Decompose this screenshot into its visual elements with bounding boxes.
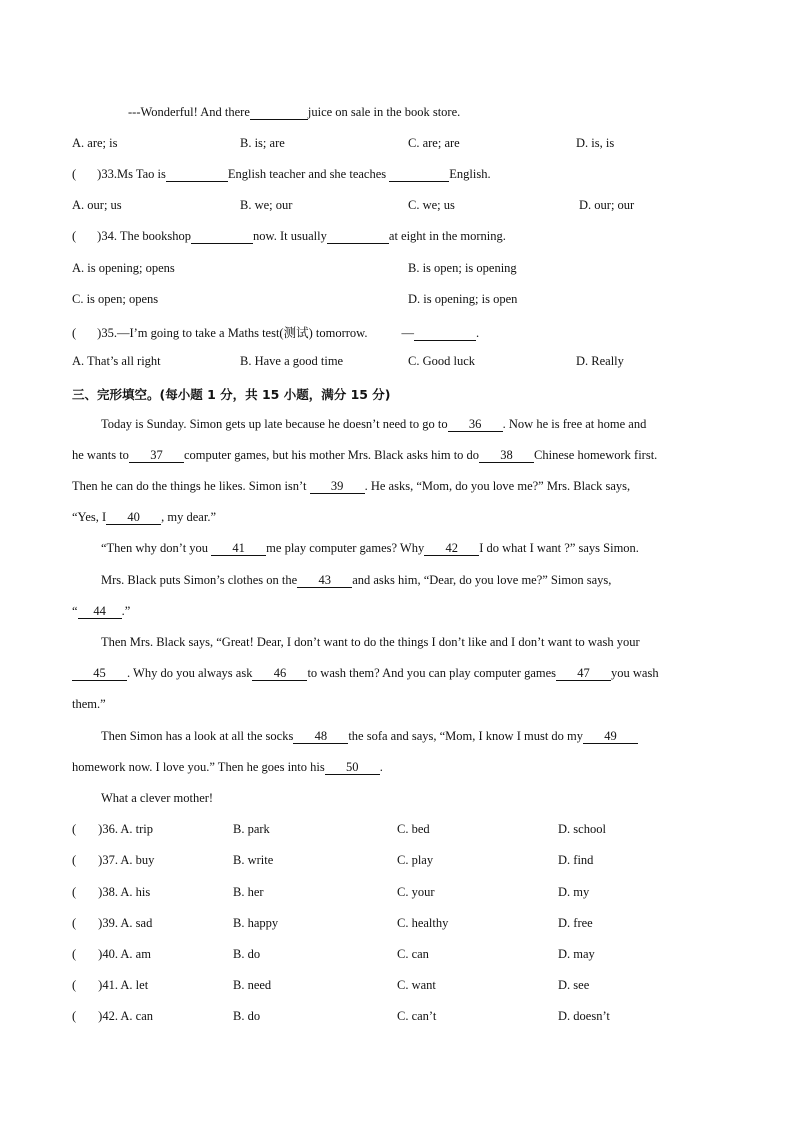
q32-line: [128, 105, 460, 120]
q34-option-d: D. is opening; is open: [408, 292, 518, 306]
q34-paren-open: (: [72, 229, 77, 243]
option-40-a[interactable]: )40. A. am: [98, 947, 151, 961]
q33-option-d: D. our; our: [579, 198, 635, 212]
passage-text: I do what I want ?” says Simon.: [479, 541, 639, 555]
option-36-c[interactable]: C. bed: [397, 822, 430, 836]
q32-option-c: C. are; are: [408, 136, 460, 150]
option-39-a[interactable]: )39. A. sad: [98, 916, 153, 930]
option-37-c[interactable]: C. play: [397, 853, 434, 867]
passage-text: computer games, but his mother Mrs. Black asks him to do: [183, 448, 480, 462]
q35-paren-open: (: [72, 326, 77, 340]
option-42-c[interactable]: C. can’t: [397, 1009, 437, 1023]
q34-text-post: at eight in the morning.: [388, 229, 506, 243]
q33-text-post: English.: [449, 167, 491, 181]
blank-48[interactable]: 48: [293, 730, 348, 744]
q34-option-a: A. is opening; opens: [72, 261, 175, 275]
q35-blank[interactable]: [414, 327, 476, 341]
q34-line: [72, 229, 506, 244]
q35-option-a: A. That’s all right: [72, 354, 161, 368]
passage-line-12: [72, 760, 383, 775]
option-42-a[interactable]: )42. A. can: [98, 1009, 154, 1023]
passage-line-8: [101, 635, 640, 650]
q35-line: ( )35.—I’m going to take a Maths test(测试) tomorrow. — .: [72, 326, 480, 340]
passage-text: .”: [121, 604, 131, 618]
blank-44[interactable]: 44: [78, 605, 122, 619]
passage-text: “Then why don’t you: [101, 541, 209, 555]
q35-text: )35.—I’m going to take a Maths test(测试) tomorrow.: [97, 326, 368, 340]
paren-open: (: [72, 978, 77, 992]
q32-blank[interactable]: [250, 106, 308, 120]
option-39-c[interactable]: C. healthy: [397, 916, 449, 930]
blank-41[interactable]: 41: [211, 542, 266, 556]
q32-option-a: A. are; is: [72, 136, 118, 150]
blank-45[interactable]: 45: [72, 667, 127, 681]
q34-option-c: C. is open; opens: [72, 292, 159, 306]
q34-option-b: B. is open; is opening: [408, 261, 517, 275]
passage-line-9: [72, 666, 659, 681]
q33-paren-open: (: [72, 167, 77, 181]
option-41-a[interactable]: )41. A. let: [98, 978, 149, 992]
option-37-a[interactable]: )37. A. buy: [98, 853, 155, 867]
blank-46[interactable]: 46: [252, 667, 307, 681]
option-38-c[interactable]: C. your: [397, 885, 435, 899]
q34-text-mid: now. It usually: [253, 229, 327, 243]
passage-text: Then Mrs. Black says, “Great! Dear, I don’t want to do the things I don’t like and I don’t want to wash your: [101, 635, 640, 649]
option-row-40: [72, 947, 151, 962]
passage-text: . He asks, “Mom, do you love me?” Mrs. Black says,: [364, 479, 631, 493]
option-36-d[interactable]: D. school: [558, 822, 606, 836]
option-row-38: [72, 885, 150, 900]
option-row-37: [72, 853, 154, 868]
passage-line-6: [101, 573, 611, 588]
option-41-c[interactable]: C. want: [397, 978, 436, 992]
option-row-36: [72, 822, 153, 837]
option-41-b[interactable]: B. need: [233, 978, 272, 992]
paren-open: (: [72, 916, 77, 930]
passage-text: me play computer games? Why: [266, 541, 425, 555]
q35-dash: —: [401, 326, 414, 340]
q33-text: )33.Ms Tao is: [97, 167, 166, 181]
passage-text: you wash: [611, 666, 659, 680]
passage-line-13: What a clever mother!: [101, 791, 214, 805]
q34-blank-1[interactable]: [191, 230, 253, 244]
option-38-d[interactable]: D. my: [558, 885, 590, 899]
option-38-b[interactable]: B. her: [233, 885, 264, 899]
passage-text: homework now. I love you.” Then he goes into his: [72, 760, 325, 774]
passage-line-10: them.”: [72, 697, 106, 711]
blank-50[interactable]: 50: [325, 761, 380, 775]
option-40-b[interactable]: B. do: [233, 947, 261, 961]
passage-text: . Why do you always ask: [127, 666, 253, 680]
passage-line-11: [101, 729, 638, 744]
q33-option-b: B. we; our: [240, 198, 293, 212]
q33-blank-2[interactable]: [389, 168, 449, 182]
blank-37[interactable]: 37: [129, 449, 184, 463]
blank-43[interactable]: 43: [297, 574, 352, 588]
passage-text: .: [379, 760, 383, 774]
option-36-a[interactable]: )36. A. trip: [98, 822, 154, 836]
passage-line-5: [101, 541, 639, 556]
q33-option-c: C. we; us: [408, 198, 455, 212]
q35-option-b: B. Have a good time: [240, 354, 344, 368]
passage-line-1: [101, 417, 646, 432]
blank-47[interactable]: 47: [556, 667, 611, 681]
option-39-d[interactable]: D. free: [558, 916, 593, 930]
paren-open: (: [72, 947, 77, 961]
blank-38[interactable]: 38: [479, 449, 534, 463]
paren-open: (: [72, 885, 77, 899]
section-3-heading: 三、完形填空。(每小题 1 分，共 15 小题，满分 15 分): [72, 387, 391, 402]
q33-option-a: A. our; us: [72, 198, 122, 212]
option-38-a[interactable]: )38. A. his: [98, 885, 151, 899]
q32-text-post: juice on sale in the book store.: [307, 105, 461, 119]
q34-text: )34. The bookshop: [97, 229, 192, 243]
option-42-b[interactable]: B. do: [233, 1009, 261, 1023]
q32-text-pre: ---Wonderful! And there: [128, 105, 250, 119]
passage-text: “Yes, I: [72, 510, 107, 524]
q32-option-d: D. is, is: [576, 136, 615, 150]
passage-text: Chinese homework first.: [534, 448, 658, 462]
q35-option-d: D. Really: [576, 354, 624, 368]
option-36-b[interactable]: B. park: [233, 822, 270, 836]
passage-line-7: [72, 604, 130, 619]
blank-49[interactable]: 49: [583, 730, 638, 744]
passage-text: Then Simon has a look at all the socks: [101, 729, 294, 743]
passage-text: . Now he is free at home and: [502, 417, 647, 431]
passage-text: and asks him, “Dear, do you love me?” Simon says,: [352, 573, 612, 587]
passage-text: the sofa and says, “Mom, I know I must do my: [348, 729, 584, 743]
option-41-d[interactable]: D. see: [558, 978, 590, 992]
option-40-c[interactable]: C. can: [397, 947, 429, 961]
option-42-d[interactable]: D. doesn’t: [558, 1009, 610, 1023]
passage-text: Mrs. Black puts Simon’s clothes on the: [101, 573, 298, 587]
option-37-b[interactable]: B. write: [233, 853, 274, 867]
passage-text: he wants to: [72, 448, 129, 462]
q34-blank-2[interactable]: [327, 230, 389, 244]
blank-36[interactable]: 36: [448, 418, 503, 432]
passage-text: , my dear.”: [161, 510, 216, 524]
option-37-d[interactable]: D. find: [558, 853, 594, 867]
blank-39[interactable]: 39: [310, 480, 365, 494]
option-row-39: [72, 916, 152, 931]
passage-text: Then he can do the things he likes. Simon isn’t: [72, 479, 307, 493]
passage-line-2: [72, 448, 657, 463]
paren-open: (: [72, 822, 77, 836]
passage-text: Today is Sunday. Simon gets up late because he doesn’t need to go to: [101, 417, 448, 431]
option-row-42: [72, 1009, 153, 1024]
passage-text: to wash them? And you can play computer games: [307, 666, 557, 680]
paren-open: (: [72, 853, 77, 867]
q33-blank-1[interactable]: [166, 168, 228, 182]
q33-line: [72, 167, 491, 182]
paren-open: (: [72, 1009, 77, 1023]
option-row-41: [72, 978, 148, 993]
passage-line-4: [72, 510, 216, 525]
blank-40[interactable]: 40: [106, 511, 161, 525]
blank-42[interactable]: 42: [424, 542, 479, 556]
q33-text-mid: English teacher and she teaches: [227, 167, 387, 181]
option-40-d[interactable]: D. may: [558, 947, 595, 961]
passage-line-3: [72, 479, 630, 494]
q32-option-b: B. is; are: [240, 136, 285, 150]
passage-text: “: [72, 604, 78, 618]
option-39-b[interactable]: B. happy: [233, 916, 279, 930]
q35-option-c: C. Good luck: [408, 354, 476, 368]
